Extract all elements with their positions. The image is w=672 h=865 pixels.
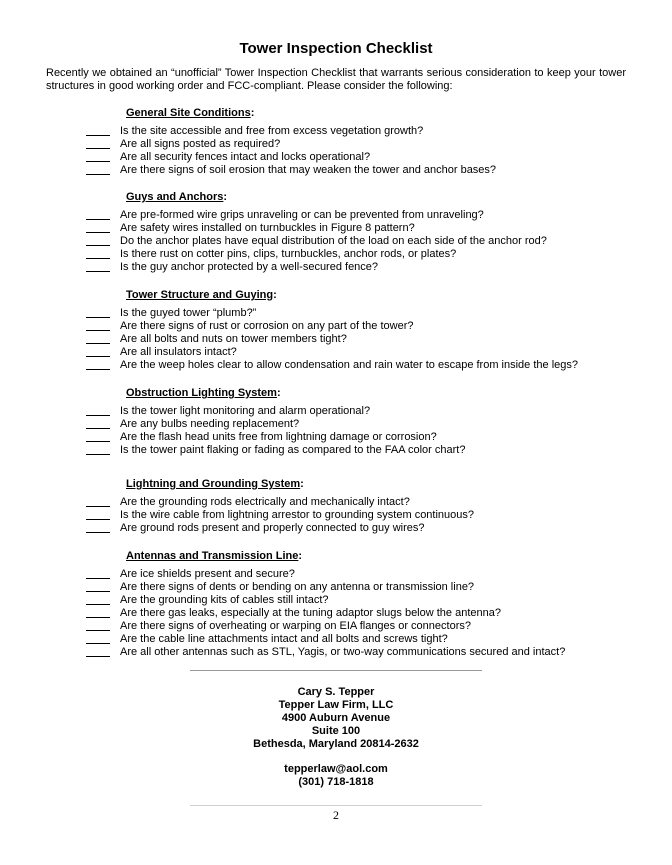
section-title [126, 107, 254, 119]
checkbox-blank[interactable] [86, 630, 110, 631]
checkbox-blank[interactable] [86, 428, 110, 429]
checklist-question: Are the weep holes clear to allow condensation and rain water to escape from inside the legs? [120, 359, 578, 371]
checklist-item [0, 138, 672, 151]
checklist-question: Is the wire cable from lightning arrestor to grounding system continuous? [120, 509, 475, 521]
checkbox-blank[interactable] [86, 343, 110, 344]
checklist-item [0, 235, 672, 248]
intro-paragraph: Recently we obtained an “unofficial” Tower Inspection Checklist that warrants serious consideration to keep your tower structures in good working order and FCC-compliant. Please consider the following: [46, 67, 626, 92]
checkbox-blank[interactable] [86, 356, 110, 357]
checklist-question: Are the grounding rods electrically and mechanically intact? [120, 496, 410, 508]
checklist-question: Is the tower paint flaking or fading as compared to the FAA color chart? [120, 444, 466, 456]
checklist-question: Are all insulators intact? [120, 346, 237, 358]
checklist-question: Are all bolts and nuts on tower members tight? [120, 333, 347, 345]
checklist-item [0, 620, 672, 633]
checkbox-blank[interactable] [86, 604, 110, 605]
contact-block [0, 686, 672, 789]
checkbox-blank[interactable] [86, 519, 110, 520]
checkbox-blank[interactable] [86, 369, 110, 370]
section-title-colon: : [276, 387, 281, 399]
contact-spacer [0, 751, 672, 763]
checkbox-blank[interactable] [86, 161, 110, 162]
contact-name: Cary S. Tepper [297, 686, 375, 698]
checklist-item [0, 633, 672, 646]
section-title-colon: : [223, 191, 228, 203]
checklist-item [0, 346, 672, 359]
checklist-item [0, 261, 672, 274]
checklist-item [0, 581, 672, 594]
checkbox-blank[interactable] [86, 441, 110, 442]
checklist-question: Is the guy anchor protected by a well-secured fence? [120, 261, 379, 273]
checklist-item [0, 151, 672, 164]
page-title: Tower Inspection Checklist [239, 40, 433, 57]
section-title [126, 289, 277, 301]
contact-city: Bethesda, Maryland 20814-2632 [253, 738, 419, 750]
checklist-item [0, 646, 672, 659]
checklist-item [0, 359, 672, 372]
contact-suite: Suite 100 [311, 725, 361, 737]
checklist-item [0, 418, 672, 431]
checklist-question: Are there signs of rust or corrosion on any part of the tower? [120, 320, 414, 332]
checklist-question: Are pre-formed wire grips unraveling or can be prevented from unraveling? [120, 209, 484, 221]
checklist-item [0, 164, 672, 177]
checkbox-blank[interactable] [86, 232, 110, 233]
section-title-colon: : [298, 550, 303, 562]
checkbox-blank[interactable] [86, 258, 110, 259]
checklist-question: Is the guyed tower “plumb?” [120, 307, 257, 319]
checklist-item [0, 444, 672, 457]
checklist-item [0, 333, 672, 346]
section-title-colon: : [250, 107, 255, 119]
checkbox-blank[interactable] [86, 617, 110, 618]
checklist-item [0, 607, 672, 620]
checklist-question: Is there rust on cotter pins, clips, turnbuckles, anchor rods, or plates? [120, 248, 457, 260]
checklist-question: Are all signs posted as required? [120, 138, 281, 150]
section-title-text: General Site Conditions [126, 107, 251, 119]
contact-firm: Tepper Law Firm, LLC [278, 699, 394, 711]
checklist-question: Are there gas leaks, especially at the tuning adaptor slugs below the antenna? [120, 607, 501, 619]
page-number: 2 [333, 808, 339, 822]
section-title [126, 550, 302, 562]
checkbox-blank[interactable] [86, 148, 110, 149]
section-title-text: Lightning and Grounding System [126, 478, 301, 490]
checklist-item [0, 248, 672, 261]
checkbox-blank[interactable] [86, 656, 110, 657]
checkbox-blank[interactable] [86, 532, 110, 533]
checkbox-blank[interactable] [86, 317, 110, 318]
checklist-question: Are there signs of dents or bending on any antenna or transmission line? [120, 581, 475, 593]
checkbox-blank[interactable] [86, 578, 110, 579]
checklist-question: Are ground rods present and properly connected to guy wires? [120, 522, 425, 534]
checkbox-blank[interactable] [86, 271, 110, 272]
checkbox-blank[interactable] [86, 135, 110, 136]
contact-street: 4900 Auburn Avenue [281, 712, 391, 724]
checklist-item [0, 320, 672, 333]
checkbox-blank[interactable] [86, 643, 110, 644]
section-title [126, 191, 227, 203]
checklist-question: Is the tower light monitoring and alarm operational? [120, 405, 371, 417]
footer-divider [190, 805, 482, 806]
checklist-question: Are ice shields present and secure? [120, 568, 295, 580]
checklist-question: Are the cable line attachments intact and all bolts and screws tight? [120, 633, 448, 645]
checklist-item [0, 568, 672, 581]
checkbox-blank[interactable] [86, 591, 110, 592]
divider-line [190, 670, 482, 671]
checkbox-blank[interactable] [86, 454, 110, 455]
checklist-question: Are all other antennas such as STL, Yagis, or two-way communications secured and intact? [120, 646, 566, 658]
section-title [126, 478, 304, 490]
checklist-question: Do the anchor plates have equal distribution of the load on each side of the anchor rod? [120, 235, 547, 247]
checkbox-blank[interactable] [86, 330, 110, 331]
checklist-item [0, 125, 672, 138]
section-title-text: Antennas and Transmission Line [126, 550, 299, 562]
checkbox-blank[interactable] [86, 415, 110, 416]
contact-email[interactable]: tepperlaw@aol.com [284, 763, 388, 775]
checklist-item [0, 509, 672, 522]
checklist-item [0, 594, 672, 607]
checklist-item [0, 522, 672, 535]
checklist-question: Are any bulbs needing replacement? [120, 418, 300, 430]
checklist-item [0, 431, 672, 444]
checklist-question: Is the site accessible and free from excess vegetation growth? [120, 125, 424, 137]
checklist-question: Are the grounding kits of cables still intact? [120, 594, 329, 606]
section-title-colon: : [273, 289, 277, 301]
checklist-question: Are safety wires installed on turnbuckles in Figure 8 pattern? [120, 222, 415, 234]
checklist-question: Are there signs of overheating or warping on EIA flanges or connectors? [120, 620, 471, 632]
checkbox-blank[interactable] [86, 174, 110, 175]
checklist-item [0, 307, 672, 320]
checklist-question: Are the flash head units free from lightning damage or corrosion? [120, 431, 437, 443]
section-title [126, 387, 281, 399]
section-title-text: Obstruction Lighting System [126, 387, 277, 399]
section-title-colon: : [300, 478, 304, 490]
checklist-item [0, 222, 672, 235]
checklist-question: Are there signs of soil erosion that may weaken the tower and anchor bases? [120, 164, 497, 176]
checklist-item [0, 405, 672, 418]
checkbox-blank[interactable] [86, 506, 110, 507]
checkbox-blank[interactable] [86, 219, 110, 220]
checklist-question: Are all security fences intact and locks operational? [120, 151, 371, 163]
contact-phone: (301) 718-1818 [298, 776, 374, 788]
checklist-item [0, 496, 672, 509]
section-title-text: Guys and Anchors [126, 191, 224, 203]
section-title-text: Tower Structure and Guying [126, 289, 274, 301]
checkbox-blank[interactable] [86, 245, 110, 246]
checklist-item [0, 209, 672, 222]
